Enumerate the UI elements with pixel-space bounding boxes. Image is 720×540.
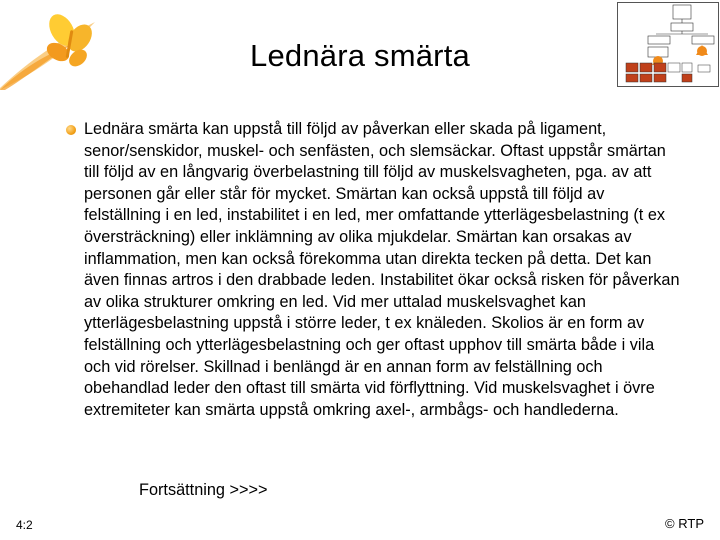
body-text: Lednära smärta kan uppstå till följd av påverkan eller skada på ligament, senor/senskidor, muskel- och senfästen, och slemsäckar. Oftast uppstår smärtan till följd av en långvarig överbelastning till följd av muskelsvagheten, pga. av att personen går eller står för mycket. Smärtan kan också uppstå till följd av felställning i en led, instabilitet i en led, mer omfattande ytterlägesbelastning (t ex översträckning) eller inklämning av olika mjukdelar. Smärtan kan orsakas av inflammation, men kan också förekomma utan direkta tecken på detta. Det kan även finnas artros i den drabbade leden. Instabilitet ökar också risken för påverkan av olika strukturer omkring en led. Vid mer uttalad muskelsvaghet kan ytterlägesbelastning uppstå i större leder, t ex knäleden. Skolios är en form av felställning och ytterlägesbelastning och ger oftast upphov till smärta både i vila och vid rörelser. Skillnad i benlängd är en annan form av felställning och obehandlad leder den oftast till smärta vid förflyttning. Vid muskelsvaghet i övre extremiteter kan smärta uppstå omkring axel-, armbågs- och handlederna. <box>84 120 680 419</box>
copyright-text: © RTP <box>665 516 704 531</box>
slide-title: Lednära smärta <box>250 38 470 73</box>
flowchart-thumbnail[interactable] <box>617 2 719 87</box>
continue-link[interactable]: Fortsättning >>>> <box>139 481 268 499</box>
slide-number: 4:2 <box>16 518 33 532</box>
butterfly-logo-icon <box>0 0 110 90</box>
bullet-icon <box>66 125 76 135</box>
